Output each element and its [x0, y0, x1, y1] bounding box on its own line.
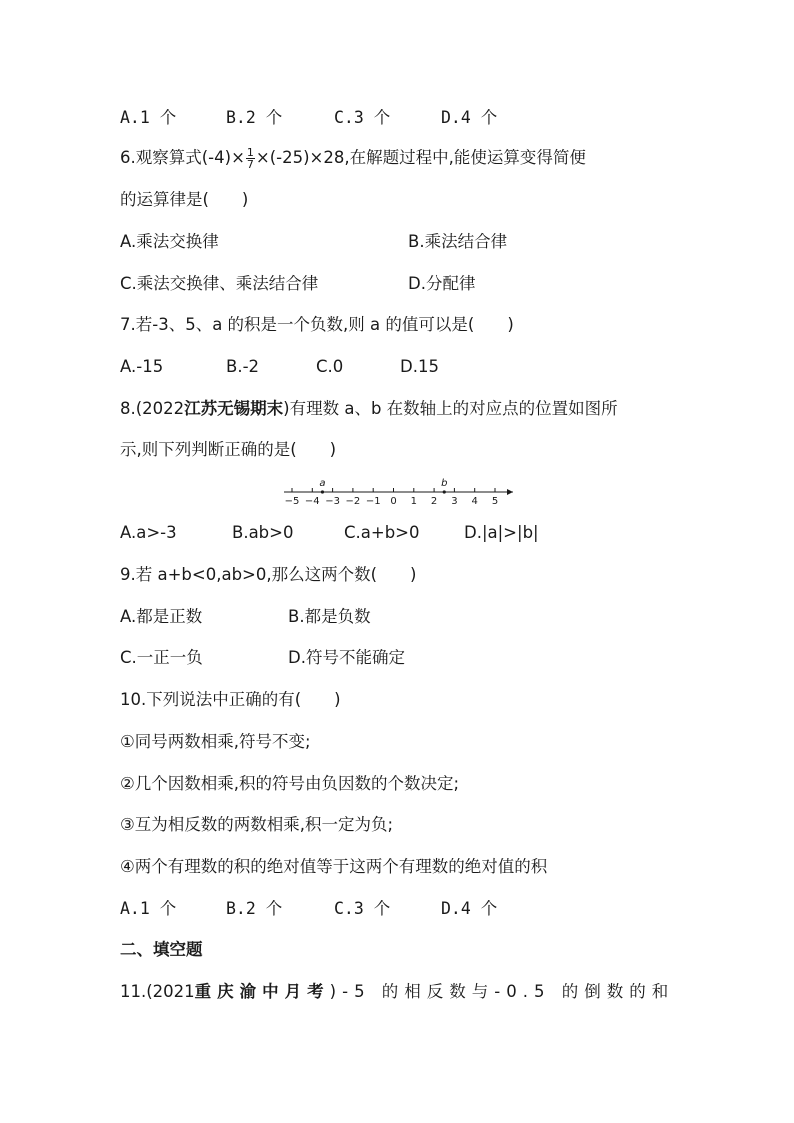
arrow-right-icon — [507, 489, 513, 495]
q6-option-c: C.乘法交换律、乘法结合律 — [120, 274, 319, 293]
q10-statement-4: ④两个有理数的积的绝对值等于这两个有理数的绝对值的积 — [120, 857, 548, 876]
fraction-denominator: 7 — [246, 158, 254, 171]
q11-stem-text: )-5 的相反数与-0.5 的倒数的和 — [329, 982, 675, 1001]
q9-option-a: A.都是正数 — [120, 607, 203, 626]
q6-stem — [120, 146, 586, 170]
q10-option-b: B.2 个 — [226, 899, 283, 918]
fraction-numerator: 1 — [246, 146, 254, 159]
number-line-tick-label: 3 — [451, 496, 458, 507]
q6-option-d: D.分配律 — [408, 274, 476, 293]
section-heading: 二、填空题 — [120, 940, 203, 959]
q9-option-c: C.一正一负 — [120, 648, 203, 667]
number-line-tick-label: −2 — [345, 496, 361, 507]
q6-option-b: B.乘法结合律 — [408, 232, 508, 251]
q11-source: 重庆渝中月考 — [194, 982, 330, 1001]
q8-option-d: D.|a|>|b| — [464, 523, 539, 542]
q11-stem — [120, 980, 674, 1004]
number-line-tick-label: 2 — [430, 496, 438, 507]
q9-option-d: D.符号不能确定 — [288, 648, 405, 667]
number-line-tick-label: −4 — [304, 496, 320, 507]
number-line-tick-label: −3 — [325, 496, 340, 507]
q5-option-b: B.2 个 — [226, 108, 283, 127]
q8-stem-line2: 示,则下列判断正确的是( ) — [120, 440, 337, 459]
number-line-point-a — [321, 490, 324, 493]
number-line-tick-label: 4 — [471, 496, 478, 507]
q10-statement-3: ③互为相反数的两数相乘,积一定为负; — [120, 815, 394, 834]
q8-stem — [120, 397, 618, 421]
q7-option-c: C.0 — [316, 357, 344, 376]
number-line-tick-label: 0 — [390, 496, 397, 507]
fraction-one-seventh — [246, 147, 255, 170]
q6-suffix: ×(-25)×28,在解题过程中,能使运算变得简便 — [255, 148, 586, 167]
q11-prefix: 11.(2021 — [120, 982, 195, 1001]
number-line-tick-label: 1 — [410, 496, 417, 507]
q8-option-c: C.a+b>0 — [344, 523, 420, 542]
q8-stem-text: )有理数 a、b 在数轴上的对应点的位置如图所 — [283, 399, 618, 418]
number-line-tick-label: −1 — [365, 496, 381, 507]
q8-prefix: 8.(2022 — [120, 399, 185, 418]
number-line-tick-label: 5 — [491, 496, 499, 507]
q8-option-b: B.ab>0 — [232, 523, 294, 542]
q5-option-a: A.1 个 — [120, 108, 177, 127]
q6-prefix: 6.观察算式(-4)× — [120, 148, 245, 167]
q10-stem: 10.下列说法中正确的有( ) — [120, 690, 341, 709]
number-line — [280, 474, 516, 508]
number-line-point-b — [443, 490, 446, 493]
q9-stem: 9.若 a+b<0,ab>0,那么这两个数( ) — [120, 565, 417, 584]
q10-statement-2: ②几个因数相乘,积的符号由负因数的个数决定; — [120, 774, 460, 793]
q10-option-d: D.4 个 — [441, 899, 498, 918]
q10-statement-1: ①同号两数相乘,符号不变; — [120, 732, 311, 751]
q6-stem-line2: 的运算律是( ) — [120, 190, 249, 209]
q7-option-a: A.-15 — [120, 357, 164, 376]
q9-option-b: B.都是负数 — [288, 607, 371, 626]
q7-stem: 7.若-3、5、a 的积是一个负数,则 a 的值可以是( ) — [120, 315, 514, 334]
number-line-group — [284, 478, 513, 507]
number-line-tick-label: −5 — [284, 496, 300, 507]
q5-option-d: D.4 个 — [441, 108, 498, 127]
q5-option-c: C.3 个 — [334, 108, 391, 127]
q7-option-d: D.15 — [400, 357, 439, 376]
q7-option-b: B.-2 — [226, 357, 260, 376]
q8-source: 江苏无锡期末 — [184, 399, 284, 418]
number-line-point-a-label: a — [319, 478, 326, 489]
q6-option-a: A.乘法交换律 — [120, 232, 219, 251]
q10-option-a: A.1 个 — [120, 899, 177, 918]
number-line-point-b-label: b — [441, 478, 448, 489]
q10-option-c: C.3 个 — [334, 899, 391, 918]
q8-option-a: A.a>-3 — [120, 523, 177, 542]
